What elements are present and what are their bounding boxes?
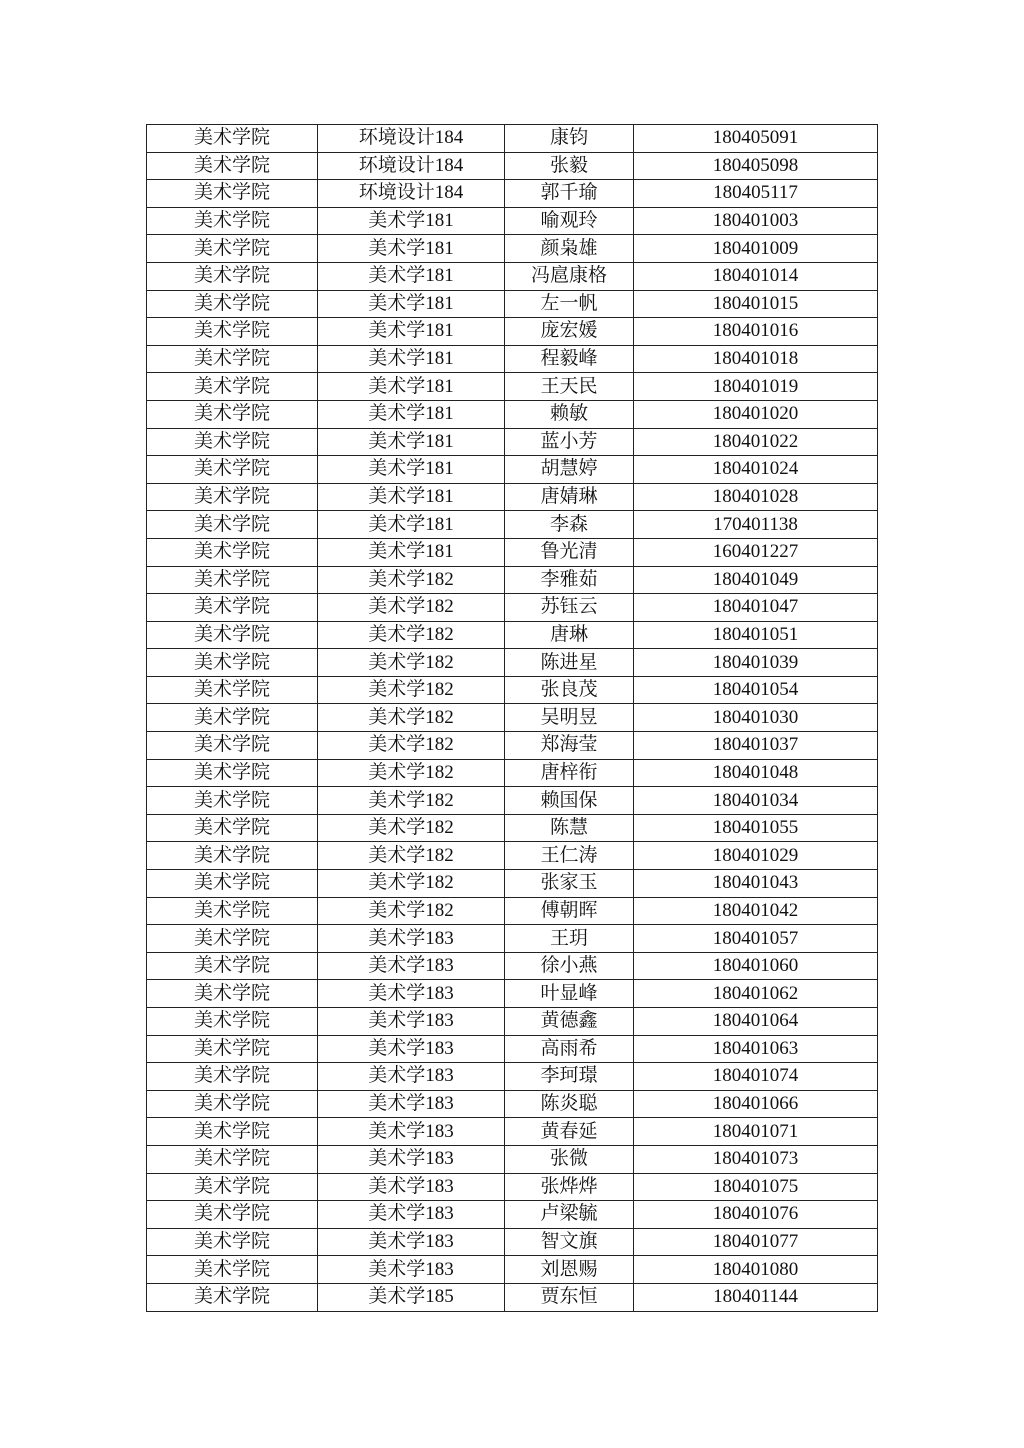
- table-row: [147, 676, 878, 704]
- student-id-cell: 180405098: [634, 152, 878, 180]
- college-cell: 美术学院: [147, 180, 318, 208]
- college-cell: 美术学院: [147, 676, 318, 704]
- student-name-cell: 赖敏: [505, 400, 634, 428]
- table-row: [147, 621, 878, 649]
- student-name-cell: 唐婧琳: [505, 483, 634, 511]
- student-name-cell: 卢梁毓: [505, 1201, 634, 1229]
- student-id-cell: 180401042: [634, 897, 878, 925]
- college-cell: 美术学院: [147, 732, 318, 760]
- table-row: [147, 1173, 878, 1201]
- table-row: [147, 511, 878, 539]
- table-row: [147, 318, 878, 346]
- student-id-cell: 180401039: [634, 649, 878, 677]
- class-cell: 美术学183: [318, 1090, 505, 1118]
- table-row: [147, 1283, 878, 1311]
- table-row: [147, 1063, 878, 1091]
- college-cell: 美术学院: [147, 1201, 318, 1229]
- table-row: [147, 566, 878, 594]
- class-cell: 美术学182: [318, 649, 505, 677]
- student-name-cell: 苏钰云: [505, 594, 634, 622]
- table-row: [147, 180, 878, 208]
- student-id-cell: 180401020: [634, 400, 878, 428]
- college-cell: 美术学院: [147, 1090, 318, 1118]
- college-cell: 美术学院: [147, 897, 318, 925]
- table-row: [147, 842, 878, 870]
- student-name-cell: 傅朝晖: [505, 897, 634, 925]
- student-name-cell: 张良茂: [505, 676, 634, 704]
- class-cell: 美术学182: [318, 704, 505, 732]
- class-cell: 环境设计184: [318, 152, 505, 180]
- college-cell: 美术学院: [147, 787, 318, 815]
- student-name-cell: 叶显峰: [505, 980, 634, 1008]
- student-id-cell: 180401055: [634, 814, 878, 842]
- college-cell: 美术学院: [147, 566, 318, 594]
- table-row: [147, 732, 878, 760]
- college-cell: 美术学院: [147, 1035, 318, 1063]
- college-cell: 美术学院: [147, 1283, 318, 1311]
- student-name-cell: 喻观玲: [505, 207, 634, 235]
- student-id-cell: 180401144: [634, 1283, 878, 1311]
- college-cell: 美术学院: [147, 621, 318, 649]
- college-cell: 美术学院: [147, 428, 318, 456]
- college-cell: 美术学院: [147, 870, 318, 898]
- college-cell: 美术学院: [147, 925, 318, 953]
- table-row: [147, 538, 878, 566]
- class-cell: 环境设计184: [318, 125, 505, 153]
- student-id-cell: 180401047: [634, 594, 878, 622]
- table-row: [147, 870, 878, 898]
- student-id-cell: 180401009: [634, 235, 878, 263]
- table-row: [147, 125, 878, 153]
- student-name-cell: 颜枭雄: [505, 235, 634, 263]
- student-name-cell: 刘恩赐: [505, 1256, 634, 1284]
- student-name-cell: 智文旗: [505, 1228, 634, 1256]
- student-name-cell: 张毅: [505, 152, 634, 180]
- student-id-cell: 180405117: [634, 180, 878, 208]
- class-cell: 美术学181: [318, 262, 505, 290]
- table-row: [147, 262, 878, 290]
- table-row: [147, 456, 878, 484]
- class-cell: 美术学185: [318, 1283, 505, 1311]
- student-name-cell: 陈进星: [505, 649, 634, 677]
- class-cell: 美术学183: [318, 1173, 505, 1201]
- class-cell: 美术学183: [318, 1201, 505, 1229]
- table-row: [147, 1256, 878, 1284]
- table-row: [147, 1035, 878, 1063]
- student-name-cell: 陈炎聪: [505, 1090, 634, 1118]
- class-cell: 美术学181: [318, 456, 505, 484]
- college-cell: 美术学院: [147, 373, 318, 401]
- class-cell: 美术学183: [318, 1008, 505, 1036]
- class-cell: 美术学182: [318, 621, 505, 649]
- table-row: [147, 952, 878, 980]
- student-id-cell: 180401071: [634, 1118, 878, 1146]
- class-cell: 美术学183: [318, 1035, 505, 1063]
- student-id-cell: 180401028: [634, 483, 878, 511]
- student-name-cell: 李雅茹: [505, 566, 634, 594]
- student-name-cell: 赖国保: [505, 787, 634, 815]
- student-id-cell: 180401057: [634, 925, 878, 953]
- student-id-cell: 180401048: [634, 759, 878, 787]
- student-id-cell: 180401015: [634, 290, 878, 318]
- class-cell: 美术学183: [318, 952, 505, 980]
- class-cell: 美术学181: [318, 318, 505, 346]
- student-name-cell: 王天民: [505, 373, 634, 401]
- college-cell: 美术学院: [147, 318, 318, 346]
- college-cell: 美术学院: [147, 1118, 318, 1146]
- college-cell: 美术学院: [147, 842, 318, 870]
- student-name-cell: 王仁涛: [505, 842, 634, 870]
- class-cell: 美术学181: [318, 400, 505, 428]
- table-row: [147, 1008, 878, 1036]
- student-name-cell: 鲁光清: [505, 538, 634, 566]
- student-name-cell: 陈慧: [505, 814, 634, 842]
- class-cell: 美术学183: [318, 1256, 505, 1284]
- class-cell: 美术学183: [318, 1228, 505, 1256]
- class-cell: 美术学182: [318, 759, 505, 787]
- college-cell: 美术学院: [147, 594, 318, 622]
- college-cell: 美术学院: [147, 1063, 318, 1091]
- class-cell: 美术学181: [318, 290, 505, 318]
- student-id-cell: 180401051: [634, 621, 878, 649]
- student-id-cell: 180401019: [634, 373, 878, 401]
- student-id-cell: 180401024: [634, 456, 878, 484]
- student-id-cell: 180401063: [634, 1035, 878, 1063]
- student-name-cell: 张家玉: [505, 870, 634, 898]
- table-row: [147, 980, 878, 1008]
- student-name-cell: 左一帆: [505, 290, 634, 318]
- table-row: [147, 1145, 878, 1173]
- college-cell: 美术学院: [147, 1173, 318, 1201]
- student-id-cell: 180401075: [634, 1173, 878, 1201]
- student-name-cell: 康钧: [505, 125, 634, 153]
- student-id-cell: 160401227: [634, 538, 878, 566]
- college-cell: 美术学院: [147, 483, 318, 511]
- student-name-cell: 张烨烨: [505, 1173, 634, 1201]
- class-cell: 美术学182: [318, 842, 505, 870]
- student-name-cell: 高雨希: [505, 1035, 634, 1063]
- college-cell: 美术学院: [147, 980, 318, 1008]
- college-cell: 美术学院: [147, 538, 318, 566]
- student-id-cell: 180401076: [634, 1201, 878, 1229]
- class-cell: 美术学182: [318, 897, 505, 925]
- class-cell: 美术学183: [318, 980, 505, 1008]
- student-name-cell: 唐梓衔: [505, 759, 634, 787]
- student-id-cell: 180401034: [634, 787, 878, 815]
- student-id-cell: 180405091: [634, 125, 878, 153]
- class-cell: 美术学181: [318, 538, 505, 566]
- student-id-cell: 180401077: [634, 1228, 878, 1256]
- table-row: [147, 897, 878, 925]
- student-id-cell: 180401003: [634, 207, 878, 235]
- student-id-cell: 180401014: [634, 262, 878, 290]
- table-row: [147, 704, 878, 732]
- table-row: [147, 594, 878, 622]
- student-name-cell: 徐小燕: [505, 952, 634, 980]
- student-id-cell: 180401037: [634, 732, 878, 760]
- class-cell: 美术学181: [318, 207, 505, 235]
- college-cell: 美术学院: [147, 345, 318, 373]
- class-cell: 美术学181: [318, 483, 505, 511]
- class-cell: 美术学182: [318, 566, 505, 594]
- college-cell: 美术学院: [147, 400, 318, 428]
- student-id-cell: 180401016: [634, 318, 878, 346]
- table-row: [147, 1228, 878, 1256]
- class-cell: 美术学183: [318, 1063, 505, 1091]
- class-cell: 美术学181: [318, 511, 505, 539]
- class-cell: 美术学182: [318, 676, 505, 704]
- student-id-cell: 180401043: [634, 870, 878, 898]
- table-row: [147, 649, 878, 677]
- table-row: [147, 1090, 878, 1118]
- student-name-cell: 唐琳: [505, 621, 634, 649]
- class-cell: 美术学182: [318, 594, 505, 622]
- college-cell: 美术学院: [147, 814, 318, 842]
- student-name-cell: 郑海莹: [505, 732, 634, 760]
- college-cell: 美术学院: [147, 456, 318, 484]
- student-name-cell: 吴明昱: [505, 704, 634, 732]
- student-name-cell: 张微: [505, 1145, 634, 1173]
- table-row: [147, 483, 878, 511]
- student-id-cell: 180401064: [634, 1008, 878, 1036]
- student-id-cell: 180401060: [634, 952, 878, 980]
- college-cell: 美术学院: [147, 262, 318, 290]
- student-name-cell: 李森: [505, 511, 634, 539]
- student-id-cell: 180401030: [634, 704, 878, 732]
- class-cell: 美术学182: [318, 814, 505, 842]
- student-name-cell: 郭千瑜: [505, 180, 634, 208]
- class-cell: 美术学181: [318, 428, 505, 456]
- class-cell: 美术学181: [318, 235, 505, 263]
- table-row: [147, 787, 878, 815]
- table-row: [147, 925, 878, 953]
- college-cell: 美术学院: [147, 759, 318, 787]
- college-cell: 美术学院: [147, 152, 318, 180]
- class-cell: 美术学182: [318, 732, 505, 760]
- student-id-cell: 180401062: [634, 980, 878, 1008]
- table-row: [147, 290, 878, 318]
- student-id-cell: 180401073: [634, 1145, 878, 1173]
- college-cell: 美术学院: [147, 207, 318, 235]
- college-cell: 美术学院: [147, 649, 318, 677]
- student-name-cell: 王玥: [505, 925, 634, 953]
- student-name-cell: 程毅峰: [505, 345, 634, 373]
- college-cell: 美术学院: [147, 1228, 318, 1256]
- class-cell: 环境设计184: [318, 180, 505, 208]
- student-name-cell: 蓝小芳: [505, 428, 634, 456]
- college-cell: 美术学院: [147, 704, 318, 732]
- college-cell: 美术学院: [147, 952, 318, 980]
- student-name-cell: 庞宏媛: [505, 318, 634, 346]
- student-id-cell: 180401029: [634, 842, 878, 870]
- student-roster-body: [147, 125, 878, 1312]
- student-id-cell: 180401054: [634, 676, 878, 704]
- college-cell: 美术学院: [147, 125, 318, 153]
- college-cell: 美术学院: [147, 290, 318, 318]
- college-cell: 美术学院: [147, 1145, 318, 1173]
- table-row: [147, 235, 878, 263]
- student-id-cell: 180401080: [634, 1256, 878, 1284]
- student-id-cell: 180401022: [634, 428, 878, 456]
- table-row: [147, 428, 878, 456]
- student-id-cell: 180401018: [634, 345, 878, 373]
- student-id-cell: 180401066: [634, 1090, 878, 1118]
- table-row: [147, 400, 878, 428]
- class-cell: 美术学183: [318, 1145, 505, 1173]
- student-name-cell: 李珂璟: [505, 1063, 634, 1091]
- student-name-cell: 黄春延: [505, 1118, 634, 1146]
- table-row: [147, 759, 878, 787]
- table-row: [147, 345, 878, 373]
- student-id-cell: 180401049: [634, 566, 878, 594]
- table-row: [147, 207, 878, 235]
- college-cell: 美术学院: [147, 1256, 318, 1284]
- student-name-cell: 胡慧婷: [505, 456, 634, 484]
- table-row: [147, 152, 878, 180]
- class-cell: 美术学181: [318, 373, 505, 401]
- class-cell: 美术学182: [318, 870, 505, 898]
- student-name-cell: 贾东恒: [505, 1283, 634, 1311]
- student-name-cell: 黄德鑫: [505, 1008, 634, 1036]
- class-cell: 美术学181: [318, 345, 505, 373]
- student-id-cell: 180401074: [634, 1063, 878, 1091]
- college-cell: 美术学院: [147, 235, 318, 263]
- table-row: [147, 1118, 878, 1146]
- college-cell: 美术学院: [147, 511, 318, 539]
- student-name-cell: 冯扈康格: [505, 262, 634, 290]
- table-row: [147, 373, 878, 401]
- student-roster-table: [146, 124, 878, 1312]
- table-row: [147, 1201, 878, 1229]
- class-cell: 美术学182: [318, 787, 505, 815]
- class-cell: 美术学183: [318, 1118, 505, 1146]
- table-row: [147, 814, 878, 842]
- class-cell: 美术学183: [318, 925, 505, 953]
- student-id-cell: 170401138: [634, 511, 878, 539]
- college-cell: 美术学院: [147, 1008, 318, 1036]
